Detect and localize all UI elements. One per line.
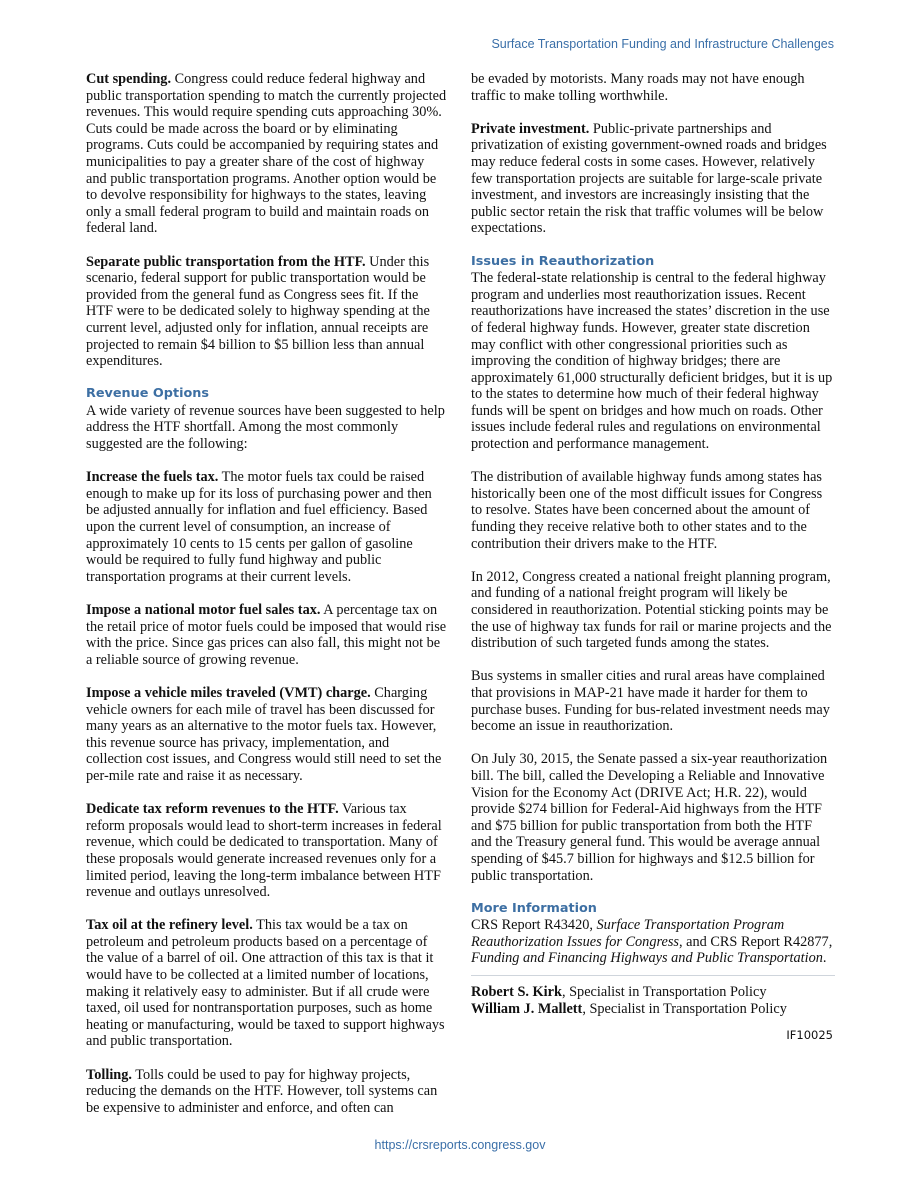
tax-reform-paragraph	[86, 801, 448, 901]
sales-tax-title: Impose a national motor fuel sales tax.	[86, 602, 321, 618]
issues-paragraph-3: In 2012, Congress created a national freight planning program, and funding of a national freight program will likely be considered in reauthorization. Potential sticking points may be the use of highway tax funds for rail or marine projects and the distribution of such targeted funds among the states.	[471, 568, 832, 652]
separate-transit-title: Separate public transportation from the HTF.	[86, 253, 366, 270]
separate-transit-body: Under this scenario, federal support for public transportation would be provided from the general fund as Congress sees fit. If the HTF were to be dedicated solely to highway spending at the current level, adjusted only for inflation, annual receipts are projected to remain $4 billion to $5 billion less than annual expenditures.	[86, 253, 430, 370]
author-1-name: Robert S. Kirk	[471, 984, 562, 1001]
author-1-role: , Specialist in Transportation Policy	[561, 984, 767, 1001]
issues-paragraph-4: Bus systems in smaller cities and rural areas have complained that provisions in MAP-21 have made it harder for them to purchase buses. Funding for bus-related investment needs may become an issue in reauthorization.	[471, 668, 830, 735]
report-title-2: Funding and Financing Highways and Public Transportation	[471, 950, 823, 967]
right-column	[471, 71, 833, 1044]
oil-tax-title: Tax oil at the refinery level.	[86, 917, 253, 934]
author-1	[471, 984, 833, 1001]
running-header: Surface Transportation Funding and Infrastructure Challenges	[491, 37, 834, 51]
sales-tax-paragraph	[86, 602, 448, 668]
private-investment-title: Private investment.	[471, 120, 590, 137]
cut-spending-title: Cut spending.	[86, 71, 172, 87]
author-2-name: William J. Mallett	[471, 1000, 583, 1017]
fuels-tax-title: Increase the fuels tax.	[86, 469, 219, 486]
tax-reform-body: Various tax reform proposals would lead to short-term increases in federal revenue, which could be dedicated to transportation. Many of these proposals would generate increased revenues only for a limited period, leaving the long-term imbalance between HTF revenue and outlays unresolved.	[86, 801, 442, 901]
tolling-body: Tolls could be used to pay for highway projects, reducing the demands on the HTF. However, toll systems can be expensive to administer and enforce, and often can	[86, 1066, 438, 1116]
vmt-title: Impose a vehicle miles traveled (VMT) charge.	[86, 684, 371, 701]
issues-paragraph-1: The federal-state relationship is central to the federal highway program and underlies most reauthorization issues. Recent reauthorizations have increased the states’ discretion in the use of federal highway funds. However, greater state discretion may conflict with other congressional priorities such as improving the condition of highway bridges; there are approximately 61,000 structurally deficient bridges, but it is up to the states to determine how much of their federal highway funds will be spent on bridges and how much on roads. Other issues include federal rules and regulations on environmental protection and performance management.	[471, 270, 833, 453]
issues-paragraph-5: On July 30, 2015, the Senate passed a six-year reauthorization bill. The bill, called the Developing a Reliable and Innovative Vision for the Economy Act (DRIVE Act; H.R. 22), would provide $274 billion for Federal-Aid highways from the HTF and $75 billion for public transportation from both the HTF and the Treasury general fund. This would be average annual spending of $45.7 billion for highways and $12.5 billion for public transportation.	[471, 751, 828, 884]
more-info-text-c: , and CRS Report R42877,	[678, 933, 833, 950]
authors-block	[471, 984, 833, 1017]
vmt-paragraph	[86, 685, 448, 785]
author-2-role: , Specialist in Transportation Policy	[582, 1000, 787, 1017]
fuels-tax-body: The motor fuels tax could be raised enough to make up for its loss of purchasing power and then be adjusted annually for inflation and fuel efficiency. Based upon the current level of consumption, an increase of approximately 10 cents to 15 cents per gallon of gasoline would be required to fully fund highway and public transportation programs at their current levels.	[86, 469, 432, 585]
tolling-title: Tolling.	[86, 1066, 132, 1083]
more-info-text-a: CRS Report R43420,	[471, 917, 597, 934]
separate-transit-paragraph	[86, 254, 448, 370]
author-2	[471, 1001, 833, 1018]
more-info-text-e: .	[822, 950, 827, 967]
more-information-paragraph	[471, 917, 833, 967]
revenue-options-heading: Revenue Options	[86, 386, 209, 402]
cut-spending-paragraph	[86, 71, 448, 237]
product-code: IF10025	[786, 1028, 833, 1043]
revenue-intro: A wide variety of revenue sources have been suggested to help address the HTF shortfall. Among the most commonly suggested are the following:	[86, 402, 445, 453]
footer-url[interactable]: https://crsreports.congress.gov	[374, 1138, 546, 1152]
tolling-continued: be evaded by motorists. Many roads may not have enough traffic to make tolling worthwhile.	[471, 71, 805, 104]
cut-spending-body: Congress could reduce federal highway and public transportation spending to match the currently projected revenues. This would require spending cuts approaching 30%. Cuts could be made across the board or by eliminating programs. Cuts could be accompanied by requiring states and municipalities to pay a greater share of the cost of highway and public transportation programs. Another option would be to devolve responsibility for highways to the states, leaving only a small federal program to build and maintain roads on federal land.	[86, 71, 447, 237]
private-investment-paragraph	[471, 121, 833, 237]
left-column	[86, 71, 448, 1133]
report-title-1: Surface Transportation Program Reauthorization Issues for Congress	[471, 917, 785, 950]
issues-heading: Issues in Reauthorization	[471, 253, 655, 269]
vmt-body: Charging vehicle owners for each mile of travel has been discussed for many years as an alternative to the motor fuels tax. However, this revenue source has privacy, implementation, and collection cost issues, and Congress would still need to set the per-mile rate and raise it as necessary.	[86, 684, 442, 784]
oil-tax-paragraph	[86, 917, 448, 1050]
private-investment-body: Public-private partnerships and privatization of existing government-owned roads and bridges may reduce federal costs in some cases. However, relatively few transportation projects are suitable for large-scale private investment, and investors are increasingly insisting that the public sector retain the risk that traffic volumes will be below expectations.	[471, 120, 827, 237]
tax-reform-title: Dedicate tax reform revenues to the HTF.	[86, 801, 339, 818]
author-divider	[471, 975, 835, 976]
fuels-tax-paragraph	[86, 469, 448, 585]
oil-tax-body: This tax would be a tax on petroleum and petroleum products based on a percentage of the value of a barrel of oil. One attraction of this tax is that it would have to be collected at a limited number of locations, making it relatively easy to administer. But if all crude were taxed, oil used for nontransportation purposes, such as home heating or manufacturing, would be taxed to support highways and public transportation.	[86, 917, 445, 1050]
sales-tax-body: A percentage tax on the retail price of motor fuels could be imposed that would rise with the price. Since gas prices can also fall, this might not be a reliable source of growing revenue.	[86, 602, 447, 668]
more-information-heading: More Information	[471, 900, 597, 916]
issues-paragraph-2: The distribution of available highway funds among states has historically been one of the most difficult issues for Congress to resolve. States have been concerned about the amount of funding they receive relative both to other states and to the contribution their drivers make to the HTF.	[471, 469, 823, 552]
tolling-paragraph	[86, 1067, 448, 1117]
